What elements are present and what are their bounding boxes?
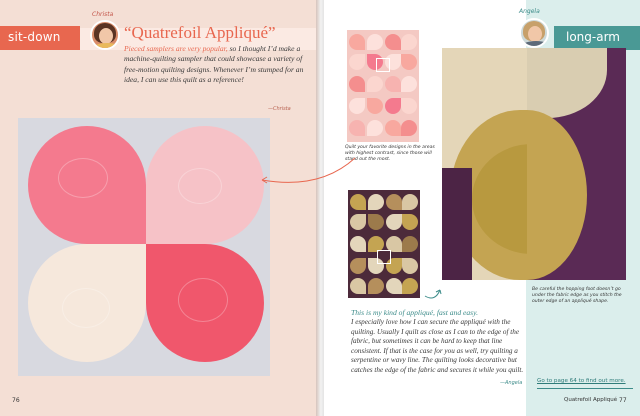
signature-angela: —Angela bbox=[500, 380, 523, 386]
arrow-to-main-quilt bbox=[262, 158, 355, 182]
folio-title: Quatrefoil Appliqué bbox=[564, 397, 618, 403]
go-to-page-link[interactable]: Go to page 64 to find out more. bbox=[537, 378, 626, 384]
caption-hopping-foot-tip: Be careful the hopping foot doesn’t go under the fabric edge as you stitch the outer edge of an appliqué shape. bbox=[532, 287, 622, 304]
intro-lead: Pieced samplers are very popular, bbox=[124, 44, 228, 53]
author-label-christa: Christa bbox=[92, 11, 114, 18]
article-title: “Quatrefoil Appliqué” bbox=[124, 23, 276, 42]
section-tag-long-arm: long-arm bbox=[554, 26, 640, 50]
author-label-angela: Angela bbox=[519, 8, 540, 15]
page-number-left: 76 bbox=[12, 397, 20, 404]
section-tag-sit-down: sit-down bbox=[0, 26, 80, 50]
page-number-right: 77 bbox=[619, 397, 627, 404]
section-heading: This is my kind of appliqué, fast and easy. bbox=[351, 308, 478, 317]
caption-contrast-tip: Quilt your favorite designs in the areas with highest contrast, since those will stand out the most. bbox=[345, 145, 435, 162]
body-paragraph: I especially love how I can secure the appliqué with the quilting. Usually I quilt as close as I can to the edge of the fabric, but sometimes it can be hard to keep that line consistent. If that is the case for you as well, try quilting a serpentine or wavy line. The quilting looks decorative but catches the edge of the fabric and secures it while you quilt. bbox=[351, 318, 524, 374]
signature-christa: —Christa bbox=[268, 106, 291, 112]
intro-text: so I thought I’d make a machine-quilting sampler that could showcase a variety of free-motion quilting designs. Whenever I’m stumped for an idea, I can use this quilt as a reference! bbox=[124, 44, 304, 85]
